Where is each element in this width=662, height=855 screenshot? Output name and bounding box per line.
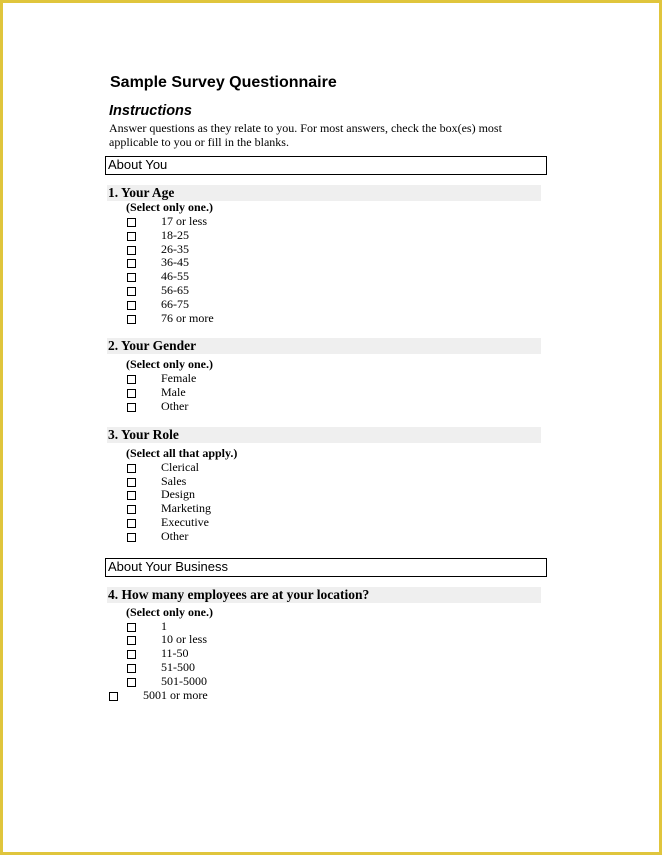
checkbox[interactable]: [127, 315, 136, 324]
checkbox[interactable]: [127, 623, 136, 632]
question-employees-hint: (Select only one.): [126, 604, 213, 619]
option-label: Executive: [161, 514, 209, 529]
option-label: 56-65: [161, 282, 189, 297]
checkbox[interactable]: [127, 533, 136, 542]
checkbox[interactable]: [127, 389, 136, 398]
question-age-options: [107, 215, 549, 325]
option-label: 10 or less: [161, 632, 207, 647]
checkbox[interactable]: [127, 218, 136, 227]
question-gender-hint: (Select only one.): [126, 357, 213, 372]
checkbox[interactable]: [127, 273, 136, 282]
option-employees-5001-or-more[interactable]: [107, 689, 549, 703]
option-label: 18-25: [161, 227, 189, 242]
option-label: Sales: [161, 473, 187, 488]
checkbox[interactable]: [127, 636, 136, 645]
option-age-36-45[interactable]: [107, 256, 549, 270]
checkbox[interactable]: [127, 491, 136, 500]
checkbox[interactable]: [127, 232, 136, 241]
instructions-text: Answer questions as they relate to you. For most answers, check the box(es) most applicable to you or fill in the blanks.: [109, 121, 502, 149]
option-label: Female: [161, 371, 197, 386]
option-label: 26-35: [161, 241, 189, 256]
option-role-sales[interactable]: [107, 475, 549, 489]
option-label: 1: [161, 618, 167, 633]
question-employees-options: [107, 620, 549, 703]
checkbox[interactable]: [127, 259, 136, 268]
option-role-design[interactable]: [107, 488, 549, 502]
option-age-56-65[interactable]: [107, 284, 549, 298]
question-age-heading: 1. Your Age: [107, 185, 541, 201]
option-employees-51-500[interactable]: [107, 661, 549, 675]
option-age-46-55[interactable]: [107, 270, 549, 284]
option-role-other[interactable]: [107, 530, 549, 544]
option-role-marketing[interactable]: [107, 502, 549, 516]
option-gender-male[interactable]: [107, 386, 549, 400]
option-age-26-35[interactable]: [107, 243, 549, 257]
option-label: 5001 or more: [143, 687, 208, 702]
section-about-your-business: About Your Business: [105, 558, 547, 577]
checkbox[interactable]: [127, 650, 136, 659]
checkbox[interactable]: [127, 287, 136, 296]
checkbox[interactable]: [127, 301, 136, 310]
checkbox[interactable]: [127, 678, 136, 687]
checkbox[interactable]: [127, 403, 136, 412]
document-title: Sample Survey Questionnaire: [110, 74, 337, 91]
option-age-76-or-more[interactable]: [107, 312, 549, 326]
question-employees-heading: 4. How many employees are at your location?: [107, 587, 541, 603]
option-label: Clerical: [161, 459, 199, 474]
checkbox[interactable]: [127, 478, 136, 487]
option-label: Marketing: [161, 501, 211, 516]
checkbox[interactable]: [127, 375, 136, 384]
section-about-you: About You: [105, 156, 547, 175]
checkbox[interactable]: [127, 464, 136, 473]
option-label: 36-45: [161, 255, 189, 270]
option-employees-1[interactable]: [107, 620, 549, 634]
checkbox[interactable]: [127, 246, 136, 255]
checkbox[interactable]: [109, 692, 118, 701]
option-employees-11-50[interactable]: [107, 647, 549, 661]
option-role-clerical[interactable]: [107, 461, 549, 475]
option-label: Other: [161, 528, 189, 543]
question-age-hint: (Select only one.): [126, 200, 213, 214]
survey-page: [107, 70, 549, 702]
question-role-options: [107, 461, 549, 544]
option-label: 46-55: [161, 269, 189, 284]
question-gender-options: [107, 372, 549, 413]
option-employees-501-5000[interactable]: [107, 675, 549, 689]
option-label: Other: [161, 398, 189, 413]
option-label: 76 or more: [161, 310, 214, 325]
option-label: Male: [161, 385, 186, 400]
option-label: 17 or less: [161, 214, 207, 228]
question-gender-heading: 2. Your Gender: [107, 338, 541, 354]
option-label: Design: [161, 487, 195, 502]
question-role-hint: (Select all that apply.): [126, 445, 238, 460]
option-employees-10-or-less[interactable]: [107, 633, 549, 647]
checkbox[interactable]: [127, 664, 136, 673]
checkbox[interactable]: [127, 505, 136, 514]
question-role-heading: 3. Your Role: [107, 427, 541, 443]
option-gender-female[interactable]: [107, 372, 549, 386]
checkbox[interactable]: [127, 519, 136, 528]
option-gender-other[interactable]: [107, 400, 549, 414]
instructions-heading: Instructions: [109, 103, 192, 119]
option-label: 66-75: [161, 296, 189, 311]
option-age-17-or-less[interactable]: [107, 215, 549, 229]
option-label: 51-500: [161, 659, 195, 674]
option-label: 11-50: [161, 646, 189, 661]
option-age-18-25[interactable]: [107, 229, 549, 243]
option-age-66-75[interactable]: [107, 298, 549, 312]
option-label: 501-5000: [161, 673, 207, 688]
option-role-executive[interactable]: [107, 516, 549, 530]
